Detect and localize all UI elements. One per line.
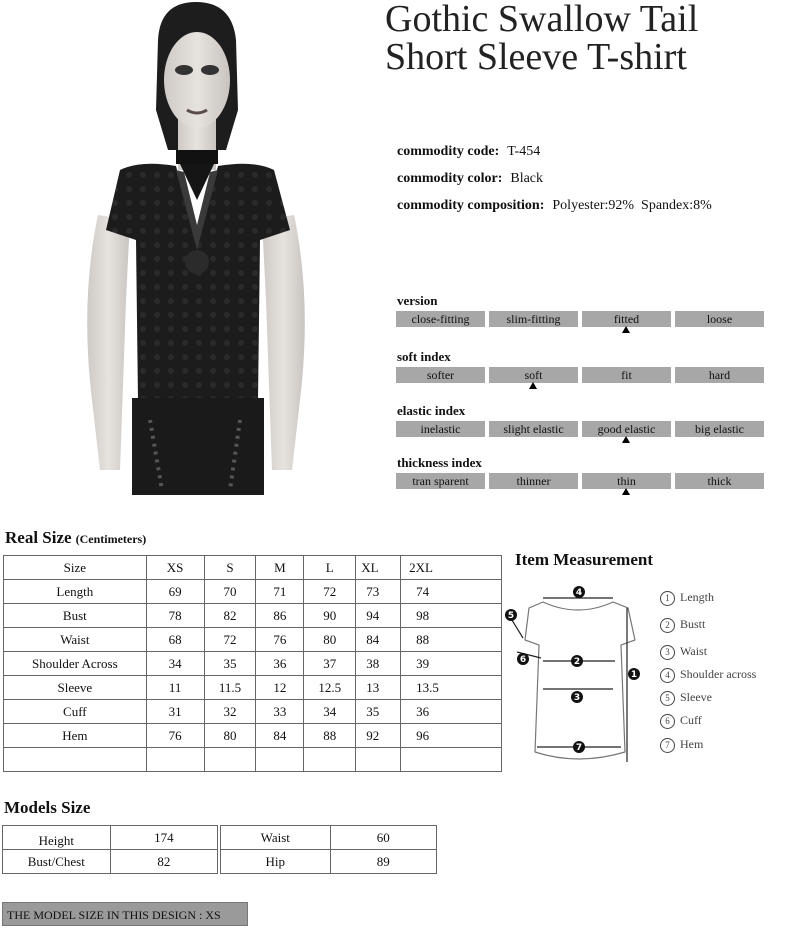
- legend-number-icon: 4: [660, 668, 675, 683]
- table-row: [3, 826, 218, 850]
- table-cell: 60: [330, 826, 436, 850]
- table-cell: 174: [110, 826, 217, 850]
- legend-item: [660, 667, 756, 683]
- table-cell: 13: [356, 676, 401, 700]
- elastic-index-scale: [396, 421, 764, 437]
- thickness-index-marker-icon: [622, 488, 630, 495]
- table-cell-empty: [4, 748, 147, 772]
- scale-option: thinner: [489, 473, 578, 489]
- table-header-cell: 2XL: [401, 556, 502, 580]
- scale-option: close-fitting: [396, 311, 485, 327]
- table-header-cell: S: [204, 556, 256, 580]
- scale-option: slight elastic: [489, 421, 578, 437]
- svg-text:3: 3: [573, 693, 581, 703]
- table-cell: 31: [146, 700, 204, 724]
- table-cell: 88: [401, 628, 502, 652]
- table-cell: 11: [146, 676, 204, 700]
- scale-option: soft: [489, 367, 578, 383]
- scale-option: loose: [675, 311, 764, 327]
- table-cell: 73: [356, 580, 401, 604]
- table-cell: Hem: [4, 724, 147, 748]
- table-cell: 94: [356, 604, 401, 628]
- table-cell: 34: [146, 652, 204, 676]
- tshirt-measurement-diagram: [503, 580, 653, 770]
- size-table: [3, 555, 502, 772]
- legend-label: Cuff: [680, 713, 702, 727]
- legend-label: Waist: [680, 644, 708, 658]
- item-measurement-title: Item Measurement: [515, 550, 654, 569]
- table-cell: 38: [356, 652, 401, 676]
- version-marker-icon: [622, 326, 630, 333]
- models-size-title: Models Size: [4, 798, 91, 817]
- table-cell: 34: [304, 700, 356, 724]
- table-cell: Sleeve: [4, 676, 147, 700]
- table-cell: 76: [146, 724, 204, 748]
- table-cell: 90: [304, 604, 356, 628]
- commodity-code-value: T-454: [507, 144, 541, 159]
- legend-item: [660, 737, 703, 753]
- table-cell: 36: [401, 700, 502, 724]
- thickness-index-title: thickness index: [397, 455, 482, 470]
- table-cell: 35: [356, 700, 401, 724]
- table-cell: 39: [401, 652, 502, 676]
- version-scale: [396, 311, 764, 327]
- table-header-cell: L: [304, 556, 356, 580]
- model-photo: [80, 0, 312, 495]
- table-cell: 80: [304, 628, 356, 652]
- scale-option: inelastic: [396, 421, 485, 437]
- legend-number-icon: 7: [660, 738, 675, 753]
- scale-option: fitted: [582, 311, 671, 327]
- table-cell: 37: [304, 652, 356, 676]
- soft-index-scale: [396, 367, 764, 383]
- svg-text:6: 6: [519, 655, 527, 665]
- legend-label: Bustt: [680, 617, 706, 631]
- real-size-unit: (Centimeters): [75, 532, 147, 546]
- product-title-line2: Short Sleeve T-shirt: [385, 36, 687, 78]
- table-row: [221, 826, 437, 850]
- table-cell: 32: [204, 700, 256, 724]
- commodity-composition-value: Polyester:92% Spandex:8%: [552, 198, 712, 213]
- version-title: version: [397, 293, 438, 308]
- table-cell: 68: [146, 628, 204, 652]
- commodity-composition-row: [397, 198, 712, 214]
- table-row: [4, 628, 502, 652]
- table-cell-empty: [304, 748, 356, 772]
- table-header-cell: XL: [356, 556, 401, 580]
- table-row: [3, 850, 218, 874]
- commodity-color-row: [397, 171, 543, 187]
- real-size-heading: Real Size: [5, 528, 72, 547]
- table-cell: 96: [401, 724, 502, 748]
- commodity-composition-label: commodity composition:: [397, 198, 545, 213]
- table-cell: 12: [256, 676, 304, 700]
- table-header-cell: Size: [4, 556, 147, 580]
- commodity-code-row: [397, 144, 540, 160]
- table-row: [4, 700, 502, 724]
- table-cell: Waist: [221, 826, 331, 850]
- legend-label: Length: [680, 590, 714, 604]
- legend-label: Hem: [680, 737, 704, 751]
- table-cell: 71: [256, 580, 304, 604]
- commodity-color-value: Black: [510, 171, 544, 186]
- table-cell: 70: [204, 580, 256, 604]
- table-cell-empty: [146, 748, 204, 772]
- svg-text:7: 7: [575, 743, 583, 753]
- table-cell: 72: [204, 628, 256, 652]
- scale-option: tran sparent: [396, 473, 485, 489]
- table-cell: 35: [204, 652, 256, 676]
- svg-text:2: 2: [573, 657, 581, 667]
- table-row: [221, 850, 437, 874]
- table-cell: 36: [256, 652, 304, 676]
- legend-item: [660, 617, 705, 633]
- table-row: [4, 580, 502, 604]
- table-cell: Length: [4, 580, 147, 604]
- model-size-note: THE MODEL SIZE IN THIS DESIGN : XS: [2, 902, 248, 926]
- models-size-table-left: [2, 825, 218, 874]
- elastic-index-marker-icon: [622, 436, 630, 443]
- table-cell: 13.5: [401, 676, 502, 700]
- table-cell: Height: [3, 826, 111, 850]
- table-cell: 84: [256, 724, 304, 748]
- table-cell: 88: [304, 724, 356, 748]
- table-cell: 76: [256, 628, 304, 652]
- table-cell: 98: [401, 604, 502, 628]
- table-cell: Hip: [221, 850, 331, 874]
- legend-number-icon: 3: [660, 645, 675, 660]
- commodity-code-label: commodity code:: [397, 144, 500, 159]
- legend-number-icon: 5: [660, 691, 675, 706]
- scale-option: fit: [582, 367, 671, 383]
- legend-item: [660, 644, 707, 660]
- models-size-table-right: [220, 825, 437, 874]
- legend-number-icon: 2: [660, 618, 675, 633]
- table-cell: 92: [356, 724, 401, 748]
- table-cell: 82: [110, 850, 217, 874]
- table-header-cell: M: [256, 556, 304, 580]
- table-row: [4, 724, 502, 748]
- legend-number-icon: 1: [660, 591, 675, 606]
- svg-text:5: 5: [507, 611, 515, 621]
- table-cell: 74: [401, 580, 502, 604]
- table-row: [4, 676, 502, 700]
- table-cell: 82: [204, 604, 256, 628]
- thickness-index-scale: [396, 473, 764, 489]
- scale-option: thin: [582, 473, 671, 489]
- table-cell: 84: [356, 628, 401, 652]
- table-row-empty: [4, 748, 502, 772]
- legend-label: Sleeve: [680, 690, 712, 704]
- elastic-index-title: elastic index: [397, 403, 466, 418]
- product-title: [385, 0, 795, 76]
- table-cell: Bust/Chest: [3, 850, 111, 874]
- table-cell: Shoulder Across: [4, 652, 147, 676]
- scale-option: good elastic: [582, 421, 671, 437]
- table-cell: 89: [330, 850, 436, 874]
- scale-option: hard: [675, 367, 764, 383]
- legend-item: [660, 690, 712, 706]
- legend-item: [660, 713, 702, 729]
- soft-index-title: soft index: [397, 349, 451, 364]
- scale-option: slim-fitting: [489, 311, 578, 327]
- table-cell: 11.5: [204, 676, 256, 700]
- table-cell: Cuff: [4, 700, 147, 724]
- scale-option: thick: [675, 473, 764, 489]
- soft-index-marker-icon: [529, 382, 537, 389]
- scale-option: softer: [396, 367, 485, 383]
- product-title-line1: Gothic Swallow Tail: [385, 0, 699, 40]
- legend-number-icon: 6: [660, 714, 675, 729]
- commodity-color-label: commodity color:: [397, 171, 503, 186]
- table-cell: Bust: [4, 604, 147, 628]
- scale-option: big elastic: [675, 421, 764, 437]
- table-cell: 78: [146, 604, 204, 628]
- table-cell: 86: [256, 604, 304, 628]
- table-row: [4, 652, 502, 676]
- real-size-title: [5, 528, 146, 548]
- table-cell: 80: [204, 724, 256, 748]
- table-cell: 72: [304, 580, 356, 604]
- table-header-cell: XS: [146, 556, 204, 580]
- svg-text:1: 1: [630, 670, 638, 680]
- table-header-row: [4, 556, 502, 580]
- table-cell-empty: [356, 748, 401, 772]
- table-row: [4, 604, 502, 628]
- legend-item: [660, 590, 714, 606]
- legend-label: Shoulder across: [680, 667, 757, 681]
- table-cell: 33: [256, 700, 304, 724]
- table-cell-empty: [256, 748, 304, 772]
- svg-text:4: 4: [575, 588, 583, 598]
- table-cell-empty: [401, 748, 502, 772]
- table-cell: 12.5: [304, 676, 356, 700]
- table-cell: Waist: [4, 628, 147, 652]
- table-cell-empty: [204, 748, 256, 772]
- table-cell: 69: [146, 580, 204, 604]
